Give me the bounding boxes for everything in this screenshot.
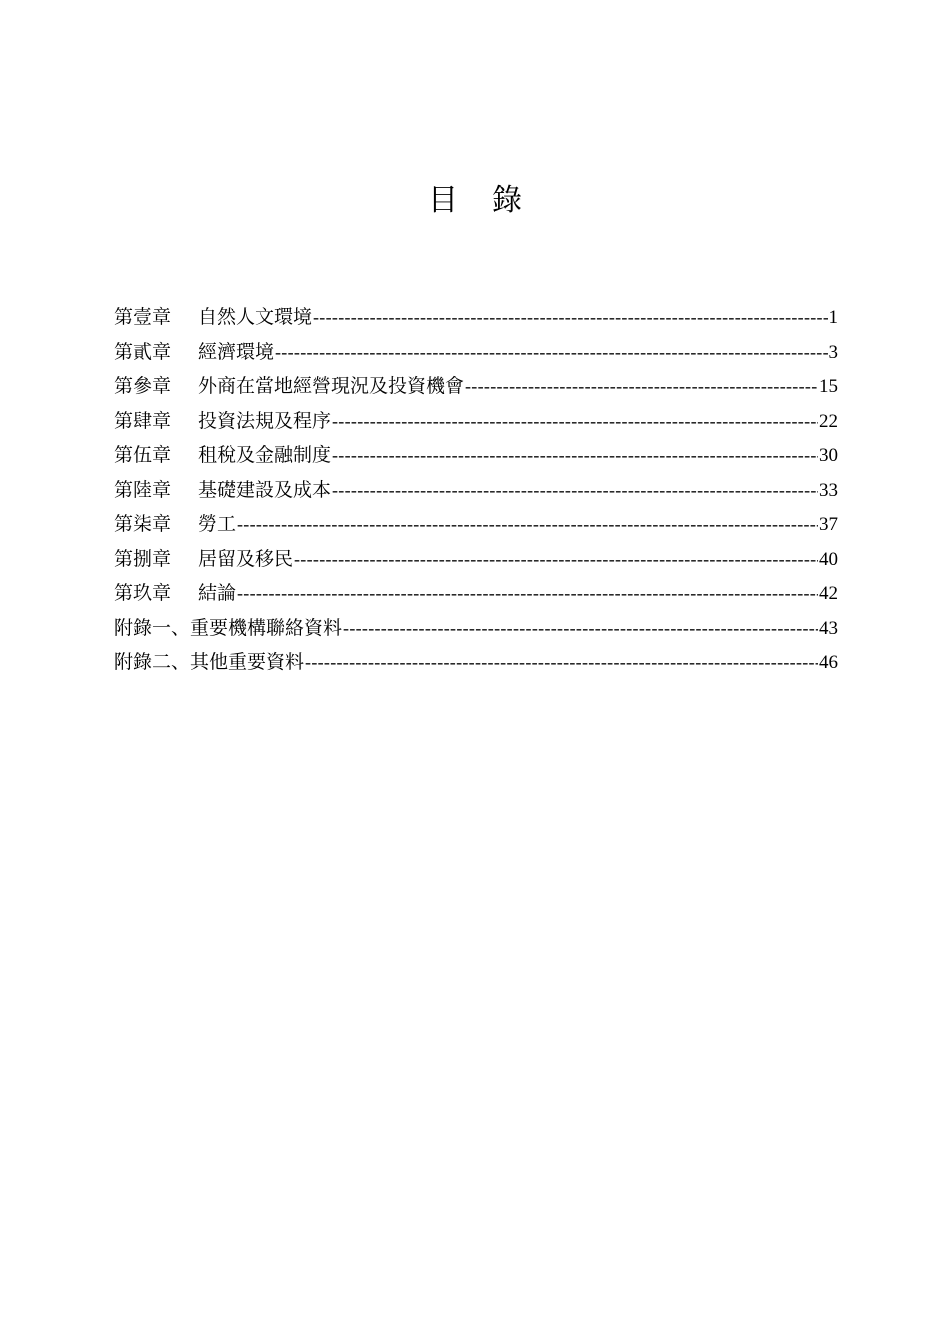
toc-page-number: 40 (819, 548, 838, 570)
toc-page-number: 30 (819, 445, 838, 466)
toc-chapter-label: 第伍章 (114, 444, 172, 466)
toc-page-number: 42 (819, 583, 838, 604)
toc-chapter-label: 第貳章 (114, 340, 172, 363)
toc-page-number: 37 (819, 514, 838, 535)
toc-entry-title: 租稅及金融制度 (198, 444, 332, 466)
toc-chapter-label: 第參章 (114, 375, 172, 397)
toc-chapter-label: 第陸章 (114, 478, 172, 501)
toc-chapter-label: 第捌章 (114, 547, 172, 570)
toc-leader (305, 645, 818, 680)
toc-entry-title: 外商在當地經營現況及投資機會 (198, 375, 465, 397)
toc-page-number: 22 (819, 410, 838, 432)
toc-leader (275, 335, 827, 370)
toc-leader (332, 438, 818, 473)
toc-chapter-label: 第肆章 (114, 409, 172, 432)
toc-page-number: 1 (828, 307, 838, 328)
toc-chapter-label: 第壹章 (114, 306, 172, 328)
toc-page-number: 33 (819, 479, 838, 501)
toc-entry-title: 居留及移民 (198, 547, 294, 570)
title-char-2: 錄 (492, 183, 522, 218)
toc-entry-title: 投資法規及程序 (198, 409, 332, 432)
toc-entry-7[interactable] (114, 507, 838, 542)
page-title (0, 178, 950, 224)
toc-entry-title: 重要機構聯絡資料 (190, 616, 343, 639)
toc-chapter-label: 附錄一、 (114, 616, 191, 639)
title-char-1: 目 (428, 183, 458, 218)
toc-chapter-label: 第玖章 (114, 582, 172, 604)
toc-leader (313, 300, 827, 335)
toc-entry-2[interactable] (114, 335, 838, 370)
toc-entry-appendix-1[interactable] (114, 611, 838, 646)
toc-chapter-label: 附錄二、 (114, 651, 191, 673)
toc-entry-title: 結論 (198, 582, 237, 604)
toc-entry-1[interactable] (114, 300, 838, 335)
toc-entry-title: 其他重要資料 (190, 651, 305, 673)
toc-leader (343, 611, 818, 646)
toc-leader (237, 507, 818, 542)
toc-entry-8[interactable] (114, 542, 838, 577)
toc-entry-title: 自然人文環境 (198, 306, 313, 328)
toc-page-number: 15 (819, 376, 838, 397)
toc-entry-appendix-2[interactable] (114, 645, 838, 680)
toc-entry-6[interactable] (114, 473, 838, 508)
toc-leader (465, 369, 818, 404)
toc-leader (294, 542, 818, 577)
toc-leader (332, 473, 818, 508)
toc-entry-title: 勞工 (198, 513, 237, 535)
toc-entry-4[interactable] (114, 404, 838, 439)
toc-page-number: 46 (819, 652, 838, 673)
toc-leader (237, 576, 818, 611)
toc-leader (332, 404, 818, 439)
toc-entry-title: 經濟環境 (198, 340, 275, 363)
toc-chapter-label: 第柒章 (114, 513, 172, 535)
table-of-contents (114, 300, 838, 680)
toc-page-number: 3 (828, 341, 838, 363)
toc-entry-title: 基礎建設及成本 (198, 478, 332, 501)
toc-entry-3[interactable] (114, 369, 838, 404)
toc-entry-9[interactable] (114, 576, 838, 611)
toc-entry-5[interactable] (114, 438, 838, 473)
toc-page-number: 43 (819, 617, 838, 639)
